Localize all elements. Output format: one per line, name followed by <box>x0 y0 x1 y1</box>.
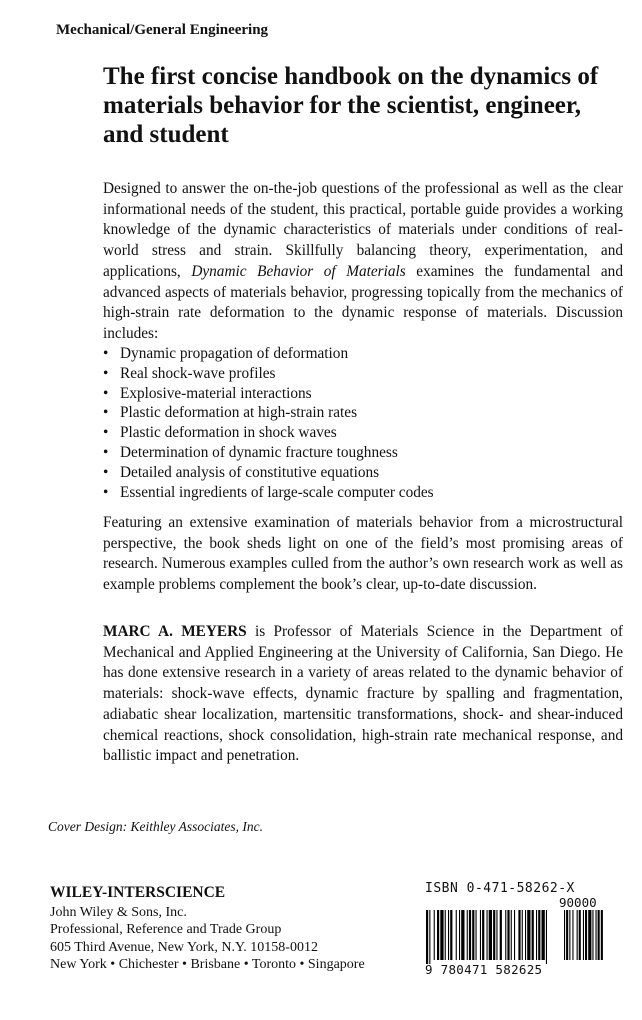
book-title: Dynamic Behavior of Materials <box>191 262 406 280</box>
author-bio <box>103 622 623 767</box>
list-item: • Dynamic propagation of deformation <box>103 345 349 362</box>
bullet-icon: • <box>103 424 109 442</box>
bullet-icon: • <box>103 345 109 362</box>
list-item: • Plastic deformation in shock waves <box>103 424 337 442</box>
publisher-line: New York • Chichester • Brisbane • Toronto • Singapore <box>50 956 365 972</box>
list-item: • Essential ingredients of large-scale computer codes <box>103 483 434 501</box>
intro-paragraph <box>103 179 623 345</box>
cover-credit: Cover Design: Keithley Associates, Inc. <box>48 819 263 834</box>
isbn-number: ISBN 0-471-58262-X <box>425 881 575 896</box>
bullet-icon: • <box>103 364 109 382</box>
topics-list <box>101 344 621 502</box>
intro-text-start: Designed to answer the on-the-job questions of the professional as well as the clear informational needs of the student, this practical, portable guide provides a working knowledge of the dynamic characteristics of materials under conditions of real-world stress and strain. Skillfully balancing theory, experimentation, and applications, <box>103 180 623 280</box>
author-name: MARC A. MEYERS <box>103 623 247 640</box>
publisher-address <box>50 904 365 973</box>
intro-text-end: examines the fundamental and advanced aspects of materials behavior, progressing topically from the mechanics of high-strain rate deformation to the dynamic response of materials. Discussion includes: <box>103 262 623 342</box>
list-item: • Real shock-wave profiles <box>103 364 276 382</box>
list-item: • Explosive-material interactions <box>103 384 312 402</box>
bullet-icon: • <box>103 463 109 481</box>
publisher-line: 605 Third Avenue, New York, N.Y. 10158-0012 <box>50 939 318 955</box>
bullet-icon: • <box>103 384 109 402</box>
category-label: Mechanical/General Engineering <box>56 22 269 38</box>
author-bio-text: is Professor of Materials Science in the Department of Mechanical and Applied Engineering at the University of California, San Diego. He has done extensive research in a variety of areas related to the dynamic behavior of materials: shock-wave effects, dynamic fracture by spalling and fragmentation, adiabatic shear localization, martensitic transformations, shock- and shear-induced chemical reactions, shock consolidation, high-strain rate mechanical response, and ballistic impact and penetration. <box>103 623 624 765</box>
list-item: • Plastic deformation at high-strain rates <box>103 404 358 422</box>
bullet-icon: • <box>103 443 109 461</box>
bullet-icon: • <box>103 404 109 422</box>
publisher-imprint: WILEY-INTERSCIENCE <box>50 884 226 901</box>
publisher-line: John Wiley & Sons, Inc. <box>50 905 187 920</box>
list-item: • Determination of dynamic fracture toughness <box>103 443 398 461</box>
publisher-line: Professional, Reference and Trade Group <box>50 922 282 938</box>
feature-paragraph: Featuring an extensive examination of materials behavior from a microstructural perspective, the book sheds light on one of the field’s most promising areas of research. Numerous examples culled from the author’s own research work as well as example problems complement the book’s clear, up-to-date discussion. <box>103 514 623 594</box>
bullet-icon: • <box>103 483 109 501</box>
barcode-icon <box>426 910 610 964</box>
ean-digits: 9 780471 582625 <box>425 962 543 977</box>
list-item: • Detailed analysis of constitutive equations <box>103 463 380 481</box>
headline: The first concise handbook on the dynamics of materials behavior for the scientist, engineer, and student <box>103 63 599 148</box>
price-code: 90000 <box>559 895 597 910</box>
